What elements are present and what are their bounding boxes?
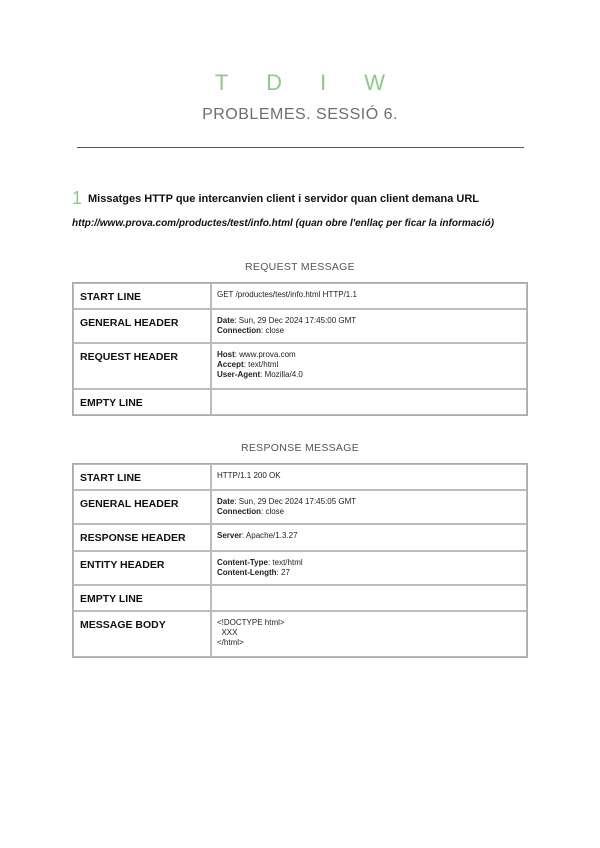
header-value: : text/html: [267, 558, 303, 567]
header-value: : Sun, 29 Dec 2024 17:45:05 GMT: [234, 497, 357, 506]
header-value: : close: [261, 507, 285, 516]
request-request-header-value: [211, 343, 527, 389]
header-key: Connection: [217, 507, 261, 516]
response-start-line-label: START LINE: [73, 464, 211, 490]
response-entity-header-label: ENTITY HEADER: [73, 551, 211, 585]
request-start-line-value: GET /productes/test/info.html HTTP/1.1: [211, 283, 527, 309]
problem-number: 1: [72, 188, 83, 208]
course-brand-title: T D I W: [214, 70, 402, 95]
response-general-header-value: [211, 490, 527, 524]
table-row: [73, 343, 527, 389]
response-message-table: [72, 463, 528, 658]
response-message-body-value: [211, 611, 527, 657]
problem-statement: [72, 188, 532, 209]
request-message-table: [72, 282, 528, 416]
request-request-header-label: REQUEST HEADER: [73, 343, 211, 389]
header-key: User-Agent: [217, 370, 261, 379]
table-row: [73, 611, 527, 657]
response-start-line-value: HTTP/1.1 200 OK: [211, 464, 527, 490]
header-value: : Apache/1.3.27: [241, 531, 298, 540]
problem-url-line: http://www.prova.com/productes/test/info.html (quan obre l'enllaç per ficar la informació): [72, 218, 495, 229]
response-message-title: RESPONSE MESSAGE: [241, 442, 359, 454]
table-row: [73, 551, 527, 585]
problem-text: Missatges HTTP que intercanvien client i servidor quan client demana URL: [88, 193, 480, 205]
response-message-body-label: MESSAGE BODY: [73, 611, 211, 657]
body-line: XXX: [217, 628, 238, 637]
request-general-header-label: GENERAL HEADER: [73, 309, 211, 343]
header-value: : Mozilla/4.0: [260, 370, 303, 379]
header-value: : www.prova.com: [234, 350, 296, 359]
table-row: [73, 464, 527, 490]
header-key: Content-Length: [217, 568, 277, 577]
table-row: [73, 309, 527, 343]
page-subtitle: PROBLEMES. SESSIÓ 6.: [202, 106, 398, 123]
body-line: </html>: [217, 638, 244, 647]
request-message-title: REQUEST MESSAGE: [245, 261, 355, 273]
request-start-line-label: START LINE: [73, 283, 211, 309]
table-row: [73, 389, 527, 415]
response-empty-line-label: EMPTY LINE: [73, 585, 211, 611]
header-value: : text/html: [243, 360, 279, 369]
header-key: Date: [217, 316, 235, 325]
response-entity-header-value: [211, 551, 527, 585]
header-key: Server: [217, 531, 242, 540]
body-line: <!DOCTYPE html>: [217, 618, 285, 627]
header-divider: [77, 147, 524, 148]
request-empty-line-value: [211, 389, 527, 415]
response-empty-line-value: [211, 585, 527, 611]
header-key: Host: [217, 350, 235, 359]
header-key: Accept: [217, 360, 244, 369]
table-row: [73, 283, 527, 309]
response-general-header-label: GENERAL HEADER: [73, 490, 211, 524]
request-general-header-value: [211, 309, 527, 343]
header-value: : 27: [276, 568, 290, 577]
header-key: Date: [217, 497, 235, 506]
response-response-header-value: [211, 524, 527, 551]
response-response-header-label: RESPONSE HEADER: [73, 524, 211, 551]
header-key: Connection: [217, 326, 261, 335]
table-row: [73, 585, 527, 611]
request-empty-line-label: EMPTY LINE: [73, 389, 211, 415]
header-value: : close: [261, 326, 285, 335]
table-row: [73, 490, 527, 524]
header-value: : Sun, 29 Dec 2024 17:45:00 GMT: [234, 316, 357, 325]
table-row: [73, 524, 527, 551]
header-key: Content-Type: [217, 558, 268, 567]
